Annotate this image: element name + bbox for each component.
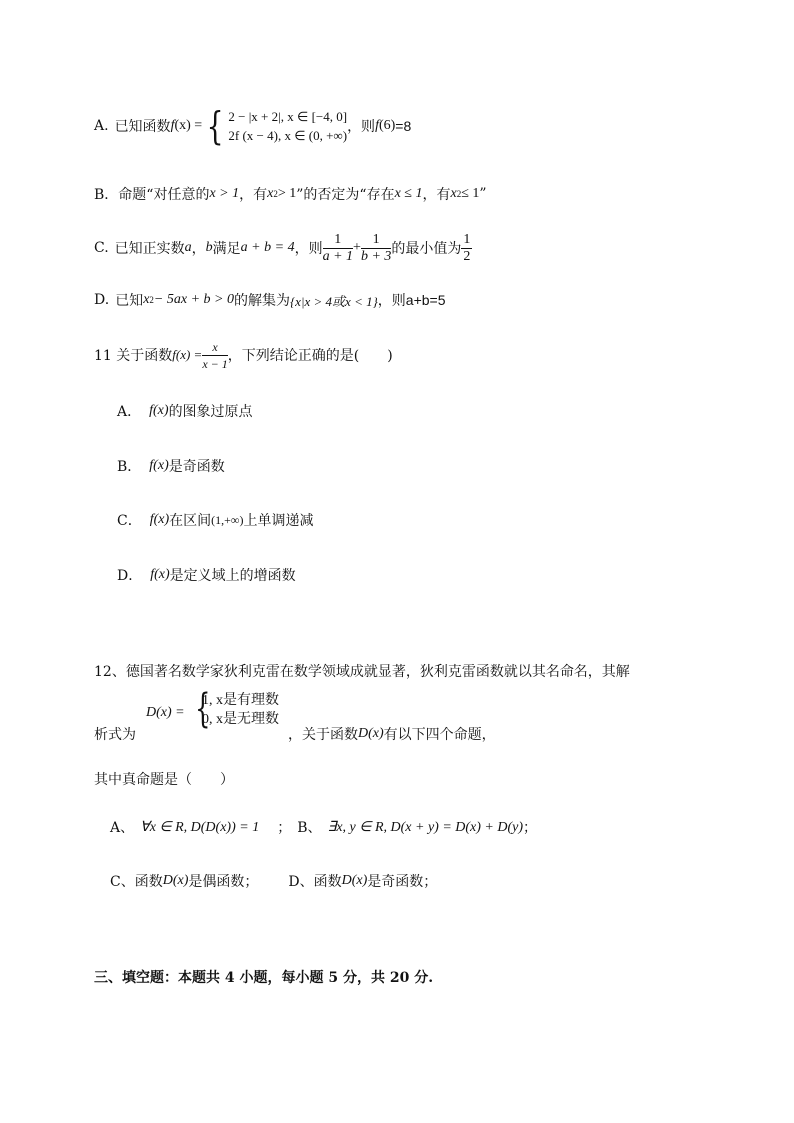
piecewise-cases	[228, 107, 347, 145]
plus-sign: +	[353, 240, 361, 255]
case-2: 0, x是无理数	[202, 712, 279, 727]
q11-option-c	[117, 510, 313, 530]
math: ∃x, y ∈ R, D(x + y) = D(x) + D(y)	[327, 819, 524, 835]
math: ≤ 1	[461, 186, 480, 201]
text: 的图象过原点	[168, 404, 253, 420]
q10-option-b	[94, 183, 487, 205]
numerator: 1	[463, 231, 471, 247]
option-label: D．	[117, 568, 143, 584]
text: ”	[479, 186, 487, 202]
section-heading: 三、填空题：本题共 4 小题，每小题 5 分，共 20 分.	[94, 970, 434, 986]
text: 满足	[212, 241, 241, 257]
text: ，下列结论正确的是( )	[227, 348, 393, 364]
math: x	[450, 186, 457, 201]
math: D(x)	[341, 873, 368, 888]
math: x > 1	[209, 186, 240, 201]
q10-option-c	[94, 228, 472, 268]
text: ，则	[294, 241, 323, 257]
option-label: A.	[94, 118, 109, 134]
q10-option-a	[94, 105, 411, 147]
math: b	[205, 240, 213, 255]
denominator: a + 1	[322, 248, 354, 264]
q11-option-b	[117, 456, 225, 476]
text: ，则	[377, 293, 406, 309]
case-1: 1, x是有理数	[202, 693, 279, 708]
math: ∀x ∈ R, D(D(x)) = 1	[140, 819, 260, 835]
option-label: A、	[110, 820, 135, 836]
q10-option-d	[94, 287, 446, 313]
fraction	[361, 232, 391, 265]
q12-stem-line3: 其中真命题是（ ）	[94, 772, 234, 788]
case-2: 2f (x − 4), x ∈ (0, +∞)	[228, 128, 348, 143]
fraction	[323, 232, 353, 265]
math: f(x)	[149, 458, 169, 473]
math: D(x) =	[146, 705, 185, 720]
case-1: 2 − |x + 2|, x ∈ [−4, 0]	[228, 109, 348, 124]
math-f: f	[170, 118, 175, 133]
text: 是奇函数；	[367, 874, 438, 890]
text: 析式为	[94, 727, 136, 743]
text: 已知正实数	[114, 241, 185, 257]
text: ，则	[347, 119, 376, 135]
separator: ；	[277, 820, 292, 836]
option-label: B．	[94, 187, 119, 203]
option-label: C、函数	[110, 874, 163, 890]
q12-options-cd	[110, 871, 437, 891]
q11-option-a	[117, 401, 253, 421]
option-label: B．	[117, 459, 142, 475]
text: ，	[191, 241, 206, 257]
q12-options-ab	[110, 817, 537, 837]
numerator: 1	[361, 232, 391, 249]
math-f: f	[375, 118, 379, 133]
option-label: C．	[117, 513, 142, 529]
math: a + b = 4	[240, 240, 295, 255]
option-label: B、	[297, 820, 322, 836]
piecewise-cases	[202, 691, 279, 729]
text: 上单调递减	[243, 513, 314, 529]
fraction	[461, 232, 472, 265]
math: x	[143, 292, 150, 307]
math: − 5ax + b > 0	[153, 292, 234, 307]
math-arg: (6)	[378, 118, 396, 133]
denominator: x − 1	[202, 356, 228, 371]
q12-stem-rest	[288, 724, 496, 744]
text: 在区间	[169, 513, 212, 529]
exponent: 2	[273, 189, 278, 199]
math: a	[184, 240, 192, 255]
q11-option-d	[117, 565, 296, 585]
text: ”的否定为“存在	[296, 187, 395, 203]
numerator: x	[202, 339, 227, 356]
text: 的最小值为	[391, 241, 462, 257]
left-brace: {	[195, 686, 211, 732]
text: 已知函数	[114, 119, 171, 135]
option-label: A．	[117, 404, 142, 420]
text: 命题“对任意的	[118, 187, 210, 203]
text: ，有	[422, 187, 451, 203]
option-label: D.	[94, 292, 110, 308]
text: 是定义域上的增函数	[169, 568, 296, 584]
math: f(x) =	[172, 347, 203, 362]
math-arg: (x) =	[174, 118, 203, 133]
value: a+b=5	[405, 292, 446, 308]
math: D(x)	[358, 726, 384, 741]
q12-stem-line1: 12、德国著名数学家狄利克雷在数学领域成就显著，狄利克雷函数就以其名命名，其解	[94, 664, 630, 680]
interval: (1,+∞)	[211, 512, 244, 527]
math: D(x)	[162, 873, 189, 888]
math: > 1	[277, 186, 297, 201]
math: x	[267, 186, 274, 201]
separator: ；	[523, 820, 538, 836]
text: 11 关于函数	[94, 348, 173, 364]
denominator: b + 3	[360, 248, 392, 264]
text: 是奇函数	[168, 459, 225, 475]
math: f(x)	[149, 403, 169, 418]
option-label: C.	[94, 240, 109, 256]
exponent: 2	[149, 295, 154, 305]
text: 有以下四个命题，	[383, 727, 496, 743]
option-label: D、函数	[288, 874, 342, 890]
text: 已知	[115, 293, 144, 309]
denominator: 2	[463, 248, 471, 264]
math: f(x)	[149, 512, 170, 527]
exponent: 2	[456, 189, 462, 199]
text: 是偶函数；	[188, 874, 259, 890]
numerator: 1	[323, 232, 353, 249]
math: x ≤ 1	[394, 186, 423, 201]
text: ，有	[239, 187, 268, 203]
value: =8	[395, 118, 412, 134]
solution-set: {x|x > 4或x < 1}	[289, 293, 378, 309]
text: ，关于函数	[288, 727, 358, 743]
left-brace: {	[206, 104, 224, 148]
text: 的解集为	[233, 293, 290, 309]
math: f(x)	[150, 567, 170, 582]
q11-stem	[94, 337, 393, 373]
fraction	[202, 339, 227, 372]
